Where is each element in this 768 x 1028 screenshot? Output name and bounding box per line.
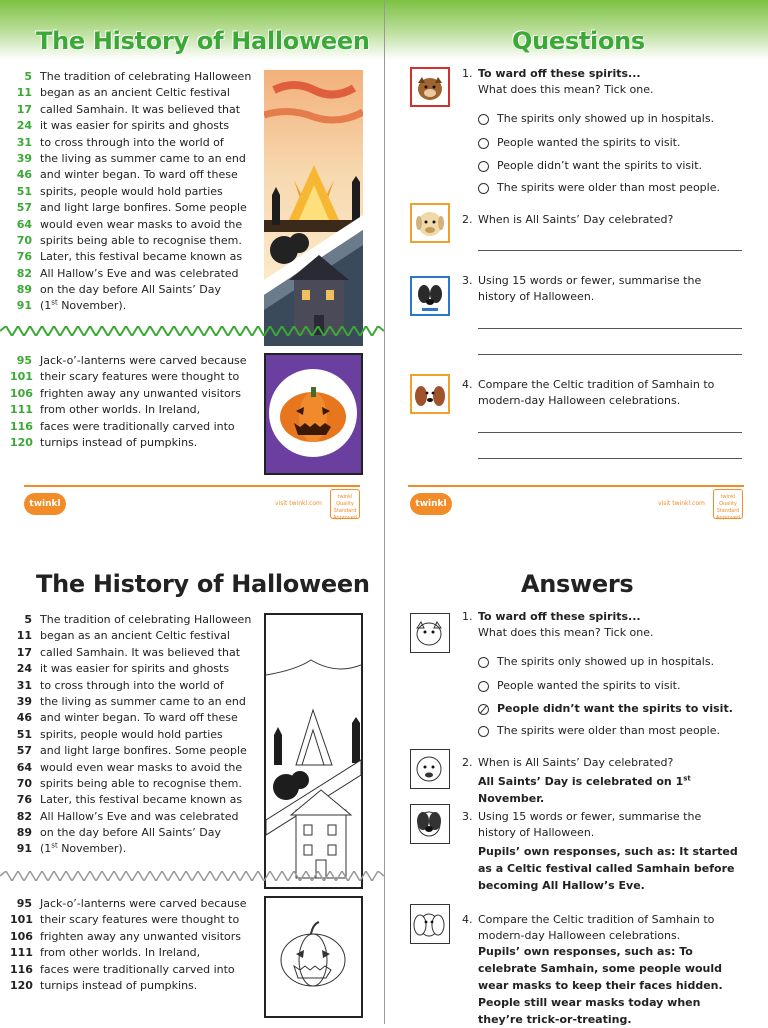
line-number: 106 [10, 929, 33, 943]
line-text: their scary features were thought to [40, 370, 240, 384]
dog-icon-orange [410, 203, 450, 243]
line [10, 102, 251, 118]
option-label: People didn’t want the spirits to visit. [497, 702, 733, 715]
line-text: faces were traditionally carved into [40, 419, 235, 433]
answer-line[interactable] [478, 432, 742, 433]
line-text: Later, this festival became known as [40, 250, 243, 264]
line-text: would even wear masks to avoid the [40, 217, 243, 231]
checkbox-circle-icon [478, 726, 489, 737]
page-title-questions: Questions [512, 27, 645, 55]
dog-icon-orange2 [410, 904, 450, 944]
visit-link[interactable]: visit twinkl.com [275, 500, 322, 507]
line [10, 792, 251, 808]
line-text: frighten away any unwanted visitors [40, 929, 242, 943]
line [10, 167, 251, 183]
passage-1-top [10, 69, 251, 315]
option-label: People didn’t want the spirits to visit. [497, 159, 702, 172]
answer-2: All Saints’ Day is celebrated on 1st November. [478, 774, 691, 805]
line-text: called Samhain. It was believed that [40, 102, 241, 116]
line [10, 896, 247, 912]
line-text: Later, this festival became known as [40, 793, 243, 807]
footer-rule [24, 485, 360, 487]
passage-1-bottom [10, 612, 251, 858]
line [10, 727, 251, 743]
checkbox-circle-icon[interactable] [478, 138, 489, 149]
line-number: 76 [16, 250, 32, 264]
line-number: 82 [16, 266, 32, 280]
option-label: People wanted the spirits to visit. [497, 136, 681, 149]
zigzag-divider-bottom [0, 871, 384, 881]
line [10, 266, 251, 282]
line [10, 825, 251, 841]
line [10, 298, 251, 314]
line-number: 116 [10, 419, 33, 433]
line-text: would even wear masks to avoid the [40, 760, 243, 774]
line-text: began as an ancient Celtic festival [40, 629, 230, 643]
line-text: it was easier for spirits and ghosts [40, 662, 230, 676]
line [10, 645, 251, 661]
line-number: 31 [16, 135, 32, 149]
pumpkin-illustration [264, 353, 363, 475]
answer-line[interactable] [478, 250, 742, 251]
line [10, 386, 247, 402]
line-text: and light large bonfires. Some people [40, 744, 247, 758]
dog-icon-blue [410, 804, 450, 844]
line-number: 101 [10, 913, 33, 927]
line-number: 91 [16, 299, 32, 313]
answer-3: Pupils’ own responses, such as: It started as a Celtic festival called Samhain before becoming All Hallow’s Eve. [478, 845, 738, 892]
page-title-bottom-left: The History of Halloween [36, 570, 370, 598]
checkbox-ticked-icon [478, 704, 489, 715]
line-number: 106 [10, 386, 33, 400]
line-text: The tradition of celebrating Halloween [40, 70, 252, 83]
passage-2-bottom [10, 896, 247, 994]
line [10, 628, 251, 644]
line-number: 51 [16, 727, 32, 741]
line-number: 76 [16, 793, 32, 807]
question-quote: To ward off these spirits... [478, 610, 641, 623]
line-text: on the day before All Saints’ Day [40, 826, 222, 840]
line-number: 70 [16, 776, 32, 790]
question-number: 2. [462, 756, 473, 769]
line-text: Jack-o’-lanterns were carved because [40, 897, 247, 910]
line [10, 85, 251, 101]
line [10, 661, 251, 677]
question-text: When is All Saints’ Day celebrated? [478, 756, 674, 769]
line-text: frighten away any unwanted visitors [40, 386, 242, 400]
line-text: spirits, people would hold parties [40, 184, 223, 198]
line-number: 57 [16, 201, 32, 215]
line-text: turnips instead of pumpkins. [40, 978, 198, 992]
answer-4: Pupils’ own responses, such as: To celebrate Samhain, some people would wear masks to keep their faces hidden. People still wear masks today when they’re trick-or-treating. [478, 945, 723, 1026]
line [10, 760, 251, 776]
line-text: it was easier for spirits and ghosts [40, 119, 230, 133]
option-label: The spirits only showed up in hospitals. [497, 112, 715, 125]
dog-icon-orange2 [410, 374, 450, 414]
question-text: What does this mean? Tick one. [478, 626, 654, 639]
dog-icon-red [410, 67, 450, 107]
page-title-top-left: The History of Halloween [36, 27, 370, 55]
question-quote: To ward off these spirits... [478, 67, 641, 80]
line-text: the living as summer came to an end [40, 151, 246, 165]
line-number: 17 [16, 645, 32, 659]
option-label: People wanted the spirits to visit. [497, 679, 681, 692]
line-number: 46 [16, 711, 32, 725]
line [10, 776, 251, 792]
line-text: to cross through into the world of [40, 678, 224, 692]
line-number: 91 [16, 842, 32, 856]
line-text: (1st November). [40, 841, 127, 856]
answer-option-2 [478, 679, 680, 693]
line-text: and winter began. To ward off these [40, 711, 238, 725]
line-number: 89 [16, 826, 32, 840]
twinkl-logo-icon[interactable]: twinkl [410, 493, 452, 515]
line-text: (1st November). [40, 298, 127, 313]
question-number: 3. [462, 274, 473, 287]
line-number: 24 [16, 119, 32, 133]
bonfire-illustration [264, 70, 363, 346]
line-text: The tradition of celebrating Halloween [40, 613, 252, 626]
question-text: When is All Saints’ Day celebrated? [478, 213, 674, 226]
option-3[interactable] [478, 159, 702, 173]
line-number: 11 [16, 86, 32, 100]
question-text: Compare the Celtic tradition of Samhain to modern-day Halloween celebrations. [478, 378, 715, 407]
line-text: spirits being able to recognise them. [40, 233, 242, 247]
line-number: 82 [16, 809, 32, 823]
answer-option-4 [478, 724, 720, 738]
line-text: spirits being able to recognise them. [40, 776, 242, 790]
line-number: 101 [10, 370, 33, 384]
dog-icon-orange [410, 749, 450, 789]
line [10, 710, 251, 726]
option-label: The spirits only showed up in hospitals. [497, 655, 715, 668]
question-number: 2. [462, 213, 473, 226]
line [10, 402, 247, 418]
question-number: 3. [462, 810, 473, 823]
line-number: 5 [24, 613, 32, 626]
line [10, 249, 251, 265]
line [10, 694, 251, 710]
line [10, 612, 251, 628]
answer-line[interactable] [478, 328, 742, 329]
bonfire-line-drawing [264, 613, 363, 889]
answer-option-3-correct [478, 702, 733, 716]
line-number: 57 [16, 744, 32, 758]
line-text: and light large bonfires. Some people [40, 201, 247, 215]
line-text: from other worlds. In Ireland, [40, 403, 201, 417]
line [10, 118, 251, 134]
question-number: 4. [462, 913, 473, 926]
line-number: 64 [16, 217, 32, 231]
line-text: spirits, people would hold parties [40, 727, 223, 741]
option-2[interactable] [478, 136, 680, 150]
quality-badge: twinkl Quality Standard Approved [713, 489, 743, 519]
visit-link[interactable]: visit twinkl.com [658, 500, 705, 507]
line [10, 912, 247, 928]
line-number: 70 [16, 233, 32, 247]
line [10, 841, 251, 857]
line-number: 5 [24, 70, 32, 83]
checkbox-circle-icon[interactable] [478, 161, 489, 172]
option-1[interactable] [478, 112, 714, 126]
line [10, 809, 251, 825]
question-number: 4. [462, 378, 473, 391]
line-number: 116 [10, 962, 33, 976]
answer-line[interactable] [478, 354, 742, 355]
line-text: and winter began. To ward off these [40, 168, 238, 182]
answer-option-1 [478, 655, 714, 669]
line-number: 111 [10, 403, 33, 417]
passage-2-top [10, 353, 247, 451]
line-number: 39 [16, 151, 32, 165]
zigzag-divider-top [0, 326, 384, 336]
line-text: All Hallow’s Eve and was celebrated [40, 809, 239, 823]
line-text: called Samhain. It was believed that [40, 645, 241, 659]
line-text: faces were traditionally carved into [40, 962, 235, 976]
line-number: 39 [16, 694, 32, 708]
page-title-answers: Answers [521, 570, 634, 598]
pumpkin-line-drawing [264, 896, 363, 1018]
line-number: 120 [10, 435, 33, 449]
line-number: 51 [16, 184, 32, 198]
line-text: Jack-o’-lanterns were carved because [40, 354, 247, 367]
line [10, 978, 247, 994]
dog-icon-red [410, 613, 450, 653]
option-label: The spirits were older than most people. [497, 181, 720, 194]
line-text: on the day before All Saints’ Day [40, 283, 222, 297]
line [10, 69, 251, 85]
line-number: 95 [16, 897, 32, 910]
line [10, 135, 251, 151]
page-divider [384, 0, 385, 1024]
question-text: Using 15 words or fewer, summarise the history of Halloween. [478, 810, 702, 839]
line [10, 353, 247, 369]
question-number: 1. [462, 610, 473, 623]
line-text: turnips instead of pumpkins. [40, 435, 198, 449]
line-number: 111 [10, 946, 33, 960]
twinkl-logo-icon[interactable]: twinkl [24, 493, 66, 515]
line [10, 151, 251, 167]
line-number: 120 [10, 978, 33, 992]
question-text: Compare the Celtic tradition of Samhain to modern-day Halloween celebrations. [478, 913, 715, 942]
line-number: 17 [16, 102, 32, 116]
line-text: to cross through into the world of [40, 135, 224, 149]
line-number: 24 [16, 662, 32, 676]
line-text: began as an ancient Celtic festival [40, 86, 230, 100]
line-number: 11 [16, 629, 32, 643]
line-text: All Hallow’s Eve and was celebrated [40, 266, 239, 280]
line [10, 945, 247, 961]
footer-rule [408, 485, 744, 487]
line [10, 678, 251, 694]
line [10, 743, 251, 759]
line-number: 89 [16, 283, 32, 297]
dog-icon-blue [410, 276, 450, 316]
question-text: Using 15 words or fewer, summarise the history of Halloween. [478, 274, 702, 303]
line-number: 31 [16, 678, 32, 692]
checkbox-circle-icon[interactable] [478, 183, 489, 194]
line-number: 95 [16, 354, 32, 367]
line [10, 419, 247, 435]
checkbox-circle-icon[interactable] [478, 114, 489, 125]
checkbox-circle-icon [478, 657, 489, 668]
option-label: The spirits were older than most people. [497, 724, 720, 737]
line-text: the living as summer came to an end [40, 694, 246, 708]
question-number: 1. [462, 67, 473, 80]
line-number: 46 [16, 168, 32, 182]
line [10, 435, 247, 451]
answer-line[interactable] [478, 458, 742, 459]
line [10, 200, 251, 216]
question-text: What does this mean? Tick one. [478, 83, 654, 96]
quality-badge: twinkl Quality Standard Approved [330, 489, 360, 519]
line-number: 64 [16, 760, 32, 774]
line [10, 217, 251, 233]
line [10, 282, 251, 298]
line [10, 184, 251, 200]
line [10, 233, 251, 249]
option-4[interactable] [478, 181, 720, 195]
line-text: their scary features were thought to [40, 913, 240, 927]
checkbox-circle-icon [478, 681, 489, 692]
line [10, 929, 247, 945]
line [10, 369, 247, 385]
line-text: from other worlds. In Ireland, [40, 946, 201, 960]
line [10, 962, 247, 978]
